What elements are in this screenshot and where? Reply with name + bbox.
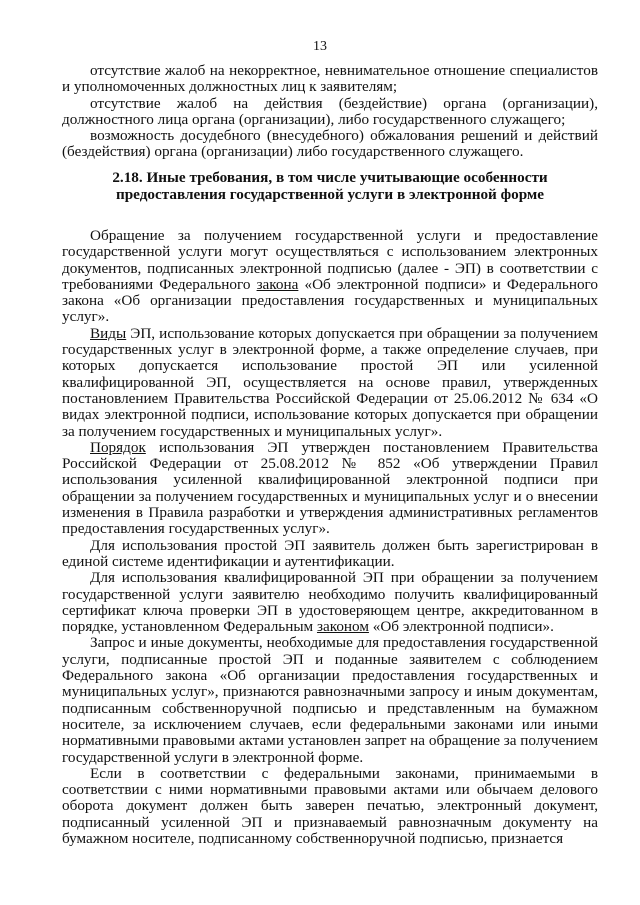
paragraph-electronic-requests [62,228,598,326]
types-link[interactable]: Виды [90,324,127,342]
section-heading [62,169,598,203]
section-heading-line-2: предоставления государственной услуги в электронной форме [115,186,545,203]
paragraph-no-complaints-staff: отсутствие жалоб на некорректное, невнимательное отношение специалистов и уполномоченных должностных лиц к заявителям; [62,62,598,96]
paragraph-no-complaints-actions: отсутствие жалоб на действия (бездействие) органа (организации), должностного лица органа (организации), либо государственного служащего; [62,94,598,128]
paragraph-signature-procedure [62,440,598,538]
body-text-block [62,228,598,847]
paragraph-qualified-signature [62,570,598,635]
paragraph-seal-requirement: Если в соответствии с федеральными законами, принимаемыми в соответствии с ними нормативными правовыми актами или обычаем делового оборота документ должен быть заверен печатью, электронный документ, подписанный усиленной ЭП и признаваемый равнозначным документу на бумажном носителе, подписанному собственноручной подписью, признается [62,764,598,847]
top-text-block [62,63,598,161]
section-heading-line-1: 2.18. Иные требования, в том числе учитывающие особенности [112,169,548,186]
paragraph-signature-types [62,326,598,440]
para2-text-b: ЭП, использование которых допускается при обращении за получением государственных услуг в электронной форме, а также определение случаев, при которых допускается использование простой ЭП или усиленной квалифицированной ЭП, осуществляется на основе правил, утвержденных постановлением Правительства Российской Федерации от 25.06.2012 № 634 «О видах электронной подписи, использование которых допускается при обращении за получением государственных и муниципальных услуг». [62,324,598,440]
paragraph-appeal-possibility: возможность досудебного (внесудебного) обжалования решений и действий (бездействия) органа (организации) либо государственного служащего. [62,127,598,161]
law-link-2[interactable]: законом [316,618,369,636]
procedure-link[interactable]: Порядок [90,438,146,456]
law-link[interactable]: закона [256,275,299,293]
para1-text-a: Обращение за получением государственной услуги и предоставление государственной услуги могут осуществляться с использованием электронных документов, подписанных электронной подписью (далее - ЭП) в соответствии с требованиями Федерального [62,227,598,293]
para5-text-b: «Об электронной подписи». [368,618,554,636]
page-number: 13 [313,39,327,54]
paragraph-equivalent-documents: Запрос и иные документы, необходимые для предоставления государственной услуги, подписанные простой ЭП и поданные заявителем с соблюдением Федерального закона «Об организации предоставления государственных и муниципальных услуг», признаются равнозначными запросу и иным документам, подписанным собственноручной подписью и представленным на бумажном носителе, за исключением случаев, если федеральными законами или иными нормативными правовыми актами установлен запрет на обращение за получением государственной услуги в электронной форме. [62,634,598,766]
paragraph-simple-signature: Для использования простой ЭП заявитель должен быть зарегистрирован в единой системе идентификации и аутентификации. [62,536,598,570]
para3-text-b: использования ЭП утвержден постановлением Правительства Российской Федерации от 25.08.2012 № 852 «Об утверждении Правил использования усиленной квалифицированной электронной подписи при обращении за получением государственных и муниципальных услуг и о внесении изменения в Правила разработки и утверждения административных регламентов предоставления государственных услуг». [62,438,598,538]
para1-text-b: «Об электронной подписи» и Федерального закона «Об организации предоставления государственных и муниципальных услуг». [62,275,598,326]
para5-text-a: Для использования квалифицированной ЭП при обращении за получением государственной услуги заявителю необходимо получить квалифицированный сертификат ключа проверки ЭП в удостоверяющем центре, аккредитованном в порядке, установленном Федеральным [62,569,598,636]
